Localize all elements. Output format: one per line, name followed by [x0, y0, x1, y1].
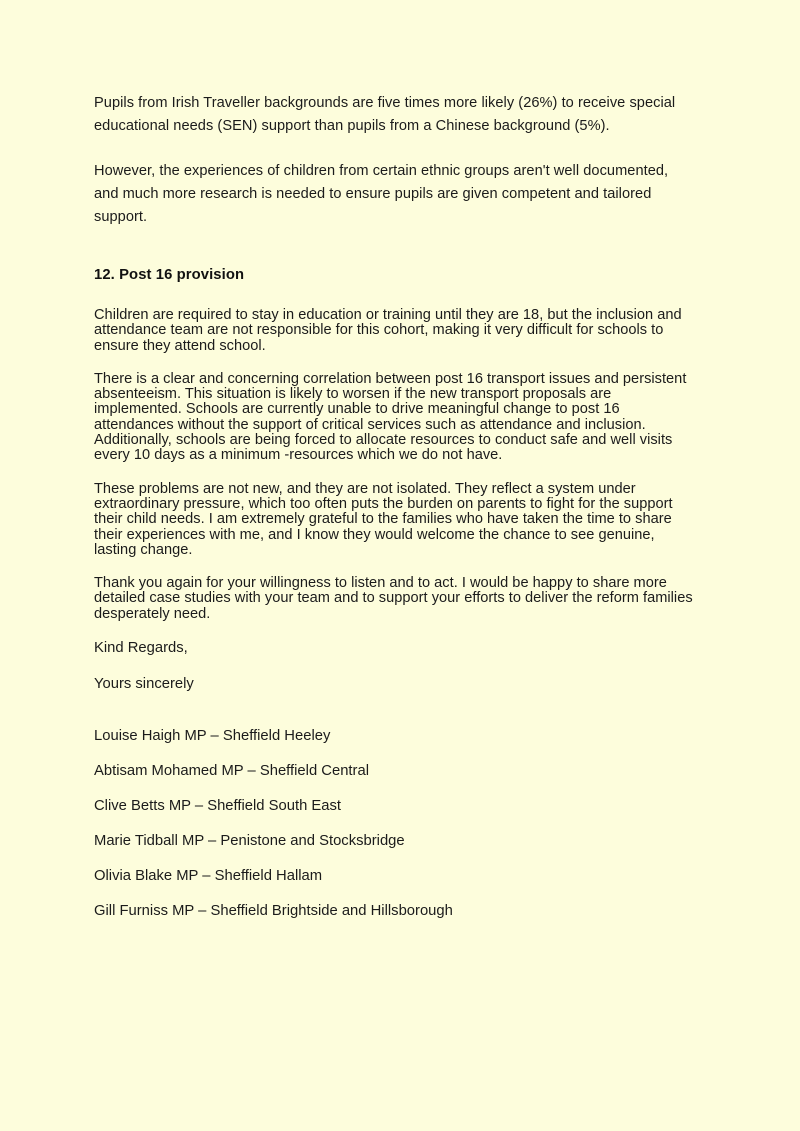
paragraph-sen-statistics: Pupils from Irish Traveller backgrounds are five times more likely (26%) to receive special educational needs (SEN) support than pupils from a Chinese background (5%). — [94, 95, 676, 134]
paragraph-education-until-18: Children are required to stay in education or training until they are 18, but the inclusion and attendance team are not responsible for this cohort, making it very difficult for schools to ensure they attend school. — [94, 307, 682, 354]
paragraph-transport-absenteeism: There is a clear and concerning correlation between post 16 transport issues and persistent absenteeism. This situation is likely to worsen if the new transport proposals are implemented. Schools are currently unable to drive meaningful change to post 16 attendances without the support of critical services such as attendance and inclusion. Additionally, schools are being forced to allocate resources to conduct safe and well visits every 10 days as a minimum -resources which we do not have. — [94, 370, 687, 464]
list-item: Olivia Blake MP – Sheffield Hallam — [94, 868, 323, 885]
paragraph-thank-you: Thank you again for your willingness to listen and to act. I would be happy to share more detailed case studies with your team and to support your efforts to deliver the reform families desperately need. — [94, 575, 693, 622]
list-item: Gill Furniss MP – Sheffield Brightside and Hillsborough — [94, 903, 453, 920]
paragraph-system-under-pressure: These problems are not new, and they are not isolated. They reflect a system under extraordinary pressure, which too often puts the burden on parents to fight for the support their child needs. I am extremely grateful to the families who have taken the time to share their experiences with me, and I know they would welcome the chance to see genuine, lasting change. — [94, 480, 673, 558]
paragraph-research-needed: However, the experiences of children from certain ethnic groups aren't well documented, and much more research is needed to ensure pupils are given competent and tailored support. — [94, 163, 669, 225]
list-item: Clive Betts MP – Sheffield South East — [94, 798, 342, 815]
list-item: Marie Tidball MP – Penistone and Stocksbridge — [94, 833, 405, 850]
closing-yours-sincerely: Yours sincerely — [94, 676, 194, 693]
section-heading-post-16-provision: 12. Post 16 provision — [94, 267, 245, 283]
document-body — [94, 92, 694, 938]
signatory-list — [94, 728, 694, 919]
signature-spacer — [94, 712, 694, 728]
list-item: Louise Haigh MP – Sheffield Heeley — [94, 728, 331, 745]
list-item: Abtisam Mohamed MP – Sheffield Central — [94, 763, 369, 780]
closing-kind-regards: Kind Regards, — [94, 640, 188, 657]
